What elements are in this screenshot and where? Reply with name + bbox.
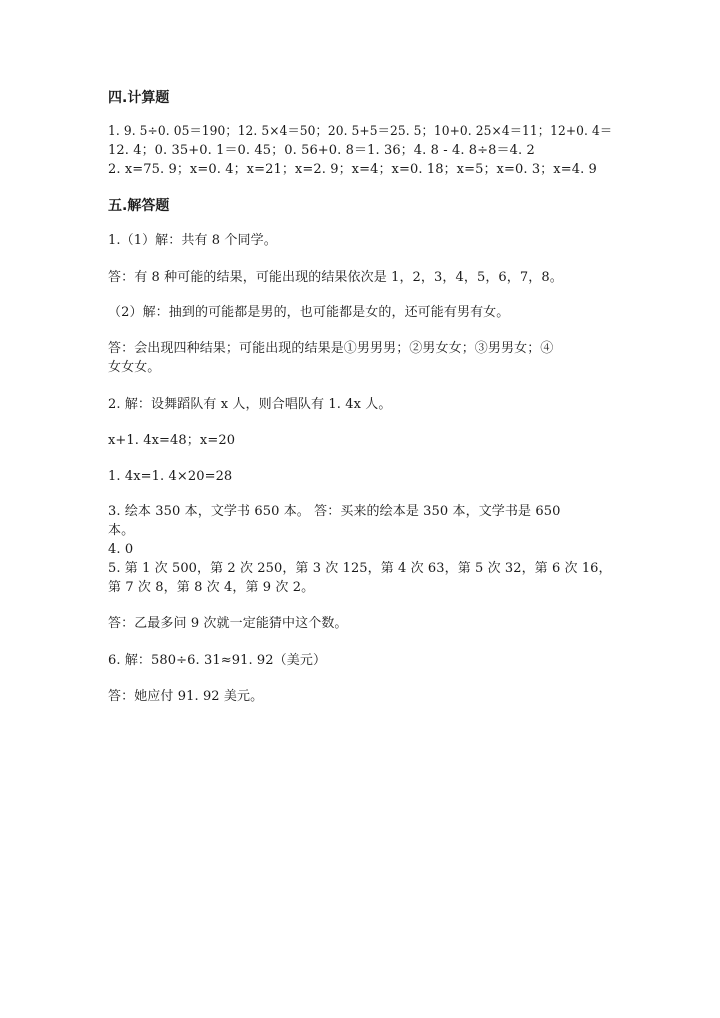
answer-3-cont: 本。 <box>108 523 135 538</box>
answer-2-result: 1. 4x=1. 4×20=28 <box>108 469 233 484</box>
section-4-heading: 四.计算题 <box>108 90 170 106</box>
answer-1-part2-conclusion: 答：会出现四种结果；可能出现的结果是①男男男；②男女女；③男男女；④ <box>108 341 554 356</box>
calc-answer-line-3: 2. x=75. 9；x=0. 4；x=21；x=2. 9；x=4；x=0. 18；x=5；x=0. 3；x=4. 9 <box>108 162 597 177</box>
answer-4: 4. 0 <box>108 542 134 557</box>
answer-5-cont: 第 7 次 8，第 8 次 4，第 9 次 2。 <box>108 580 315 595</box>
answer-5-conclusion: 答：乙最多问 9 次就一定能猜中这个数。 <box>108 616 348 631</box>
answer-1-part1: 1.（1）解：共有 8 个同学。 <box>108 233 277 248</box>
answer-1-part1-conclusion: 答：有 8 种可能的结果，可能出现的结果依次是 1，2，3，4，5，6，7，8。 <box>108 270 563 285</box>
answer-2-equation: x+1. 4x=48；x=20 <box>108 433 236 448</box>
answer-6: 6. 解：580÷6. 31≈91. 92（美元） <box>108 653 327 668</box>
calc-answer-line-2: 12. 4；0. 35+0. 1＝0. 45；0. 56+0. 8＝1. 36；4. 8 - 4. 8÷8＝4. 2 <box>108 143 535 158</box>
answer-3: 3. 绘本 350 本，文学书 650 本。 答：买来的绘本是 350 本，文学书是 650 <box>108 504 561 519</box>
answer-5: 5. 第 1 次 500，第 2 次 250，第 3 次 125，第 4 次 63，第 5 次 32，第 6 次 16， <box>108 561 612 576</box>
answer-2-setup: 2. 解：设舞蹈队有 x 人，则合唱队有 1. 4x 人。 <box>108 397 392 412</box>
answer-1-part2-conclusion-cont: 女女女。 <box>108 360 161 375</box>
section-5-heading: 五.解答题 <box>108 198 170 214</box>
answer-6-conclusion: 答：她应付 91. 92 美元。 <box>108 689 264 704</box>
answer-1-part2: （2）解：抽到的可能都是男的，也可能都是女的，还可能有男有女。 <box>108 305 510 320</box>
calc-answer-line-1: 1. 9. 5÷0. 05＝190；12. 5×4＝50；20. 5+5＝25. 5；10+0. 25×4＝11；12+0. 4＝ <box>108 124 613 139</box>
